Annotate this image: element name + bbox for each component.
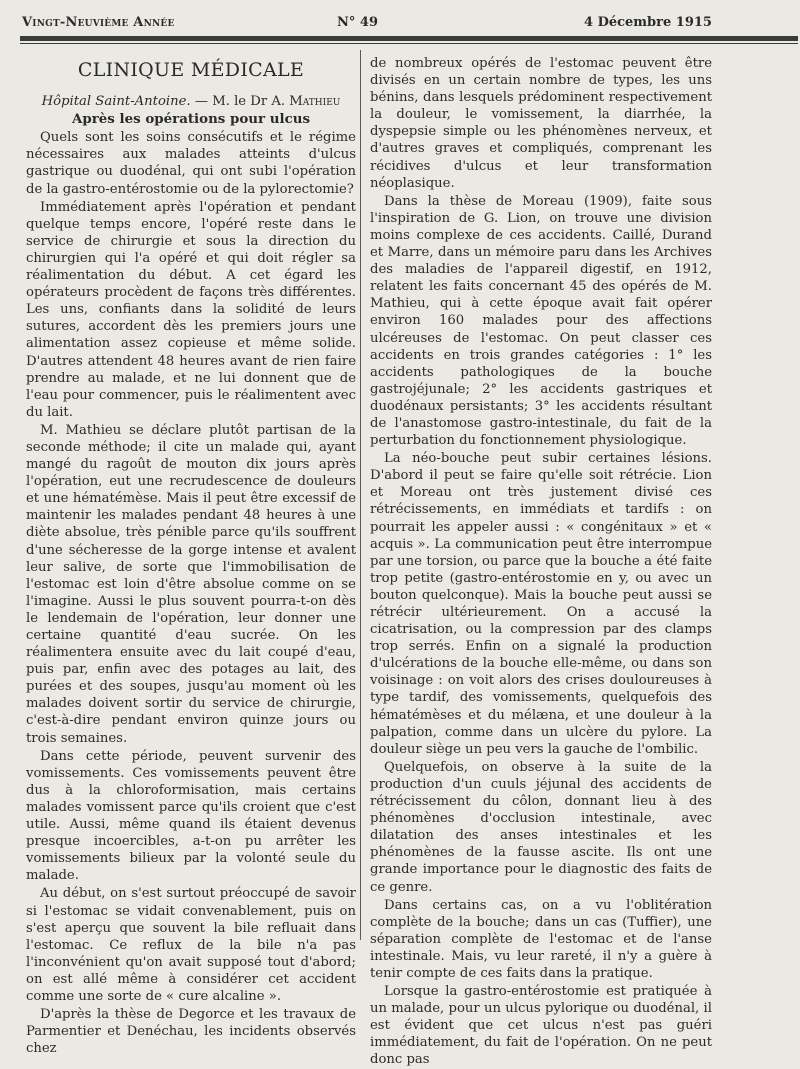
- right-column: [370, 55, 712, 1069]
- paragraph: M. Mathieu se déclare plutôt partisan de la seconde méthode; il cite un malade qui, ayant mangé du ragoût de mouton dix jours après l'opération, eut une recrudescence de douleurs et une hématémèse. Mais il peut être excessif de maintenir les malades pendant 48 heures à une diète absolue, très pénible parce qu'ils souffrent d'une sécheresse de la gorge intense et avalent leur salive, de sorte que l'immobilisation de l'estomac est loin d'être absolue comme on se l'imagine. Aussi le plus souvent pourra-t-on dès le lendemain de l'opération, leur donner une certaine quantité d'eau sucrée. On les réalimentera ensuite avec du lait coupé d'eau, puis par, enfin avec des potages au lait, des purées et des soupes, jusqu'au moment où les malades doivent sortir du service de chirurgie, c'est-à-dire pendant environ quinze jours ou trois semaines.: [26, 422, 356, 746]
- paragraph: de nombreux opérés de l'estomac peuvent être divisés en un certain nombre de types, les uns bénins, dans lesquels prédominent respectivement la douleur, le vomissement, la diarrhée, la dyspepsie simple ou les phénomènes nerveux, et d'autres graves et compliqués, comprenant les récidives d'ulcus et leur transformation néoplasique.: [370, 56, 712, 191]
- hospital-name: Hôpital Saint-Antoine.: [41, 94, 191, 110]
- paragraph: Dans cette période, peuvent survenir des vomissements. Ces vomissements peuvent être dus à la chloroformisation, mais certains malades vomissent parce qu'ils croient que c'est utile. Aussi, même quand ils étaient devenus presque incoercibles, a-t-on pu arrêter les vomissements bilieux par la volonté seule du malade.: [26, 748, 356, 884]
- paragraph: Quels sont les soins consécutifs et le régime nécessaires aux malades atteints d'ulcus gastrique ou duodénal, qui ont subi l'opération de la gastro-entérostomie ou de la pylorectomie?: [26, 130, 356, 197]
- paragraph: Immédiatement après l'opération et pendant quelque temps encore, l'opéré reste dans le service de chirurgie et sous la direction du chirurgien qui l'a opéré et qui doit régler sa réalimentation du début. A cet égard les opérateurs procèdent de façons très différentes. Les uns, confiants dans la solidité de leurs sutures, accordent dès les premiers jours une alimentation assez copieuse et même solide. D'autres attendent 48 heures avant de rien faire prendre au malade, et ne lui donnent que de l'eau pour commencer, puis le réalimentent avec du lait.: [26, 199, 356, 420]
- paragraph: La néo-bouche peut subir certaines lésions. D'abord il peut se faire qu'elle soit rétrécie. Lion et Moreau ont très justement divisé ces rétrécissements, en immédiats et tardifs : on pourrait les appeler aussi : « congénitaux » et « acquis ». La communication peut être interrompue par une torsion, ou parce que la bouche a été faite trop petite (gastro-entérostomie en y, ou avec un bouton quelconque). Mais la bouche peut aussi se rétrécir ultérieurement. On a accusé la cicatrisation, ou la compression par des clamps trop serrés. Enfin on a signalé la production d'ulcérations de la bouche elle-même, ou dans son voisinage : on voit alors des crises douloureuses à type tardif, des vomissements, quelquefois des hématémèses et du mélæna, et une douleur à la palpation, comme dans un ulcère du pylore. La douleur siège un peu vers la gauche de l'ombilic.: [370, 451, 712, 757]
- issue-number: N° 49: [337, 15, 378, 30]
- section-title: CLINIQUE MÉDICALE: [77, 59, 305, 81]
- paragraph: Dans certains cas, on a vu l'oblitération complète de la bouche; dans un cas (Tuffier), une séparation complète de l'estomac et de l'anse intestinale. Mais, vu leur rareté, il n'y a guère à tenir compte de ces faits dans la pratique.: [370, 897, 712, 981]
- volume-year: Vingt-Neuvième Année: [22, 15, 175, 30]
- paragraph: D'après la thèse de Degorce et les travaux de Parmentier et Denéchau, les incidents observés chez: [26, 1007, 356, 1057]
- article-subtitle: Après les opérations pour ulcus: [71, 111, 311, 128]
- paragraph: Quelquefois, on observe à la suite de la production d'un cuuls jéjunal des accidents de rétrécissement du côlon, donnant lieu à des phénomènes d'occlusion intestinale, avec dilatation des anses intestinales et les phénomènes de la fausse ascite. Ils ont une grande importance pour le diagnostic des faits de ce genre.: [370, 759, 712, 895]
- paragraph: Dans la thèse de Moreau (1909), faite sous l'inspiration de G. Lion, on trouve une division moins complexe de ces accidents. Caillé, Durand et Marre, dans un mémoire paru dans les Archives des maladies de l'appareil digestif, en 1912, relatent les faits concernant 45 des opérés de M. Mathieu, qui à cette époque avait fait opérer environ 160 malades pour des affections ulcéreuses de l'estomac. On peut classer ces accidents en trois grandes catégories : 1° les accidents pathologiques de la bouche gastrojéjunale; 2° les accidents gastriques et duodénaux persistants; 3° les accidents résultant de l'anastomose gastro-intestinale, du fait de la perturbation du fonctionnement physiologique.: [370, 193, 712, 449]
- paragraph: Lorsque la gastro-entérostomie est pratiquée à un malade, pour un ulcus pylorique ou duodénal, il est évident que cet ulcus n'est pas guéri immédiatement, du fait de l'opération. On ne peut donc pas: [370, 984, 712, 1068]
- column-divider: [360, 50, 361, 940]
- header-rule-thick: [20, 36, 798, 41]
- paragraph: Au début, on s'est surtout préoccupé de savoir si l'estomac se vidait convenablement, puis on s'est aperçu que souvent la bile refluait dans l'estomac. Ce reflux de la bile n'a pas l'inconvénient qu'on avait supposé tout d'abord; on est allé même à considérer cet accident comme une sorte de « cure alcaline ».: [26, 886, 356, 1004]
- left-column: [26, 57, 356, 1057]
- header-rule-thin: [20, 43, 798, 44]
- doctor-prefix: — M. le Dr A.: [190, 94, 290, 110]
- issue-date: 4 Décembre 1915: [584, 15, 712, 30]
- doctor-name: Mathieu: [289, 94, 341, 110]
- byline: [26, 93, 356, 110]
